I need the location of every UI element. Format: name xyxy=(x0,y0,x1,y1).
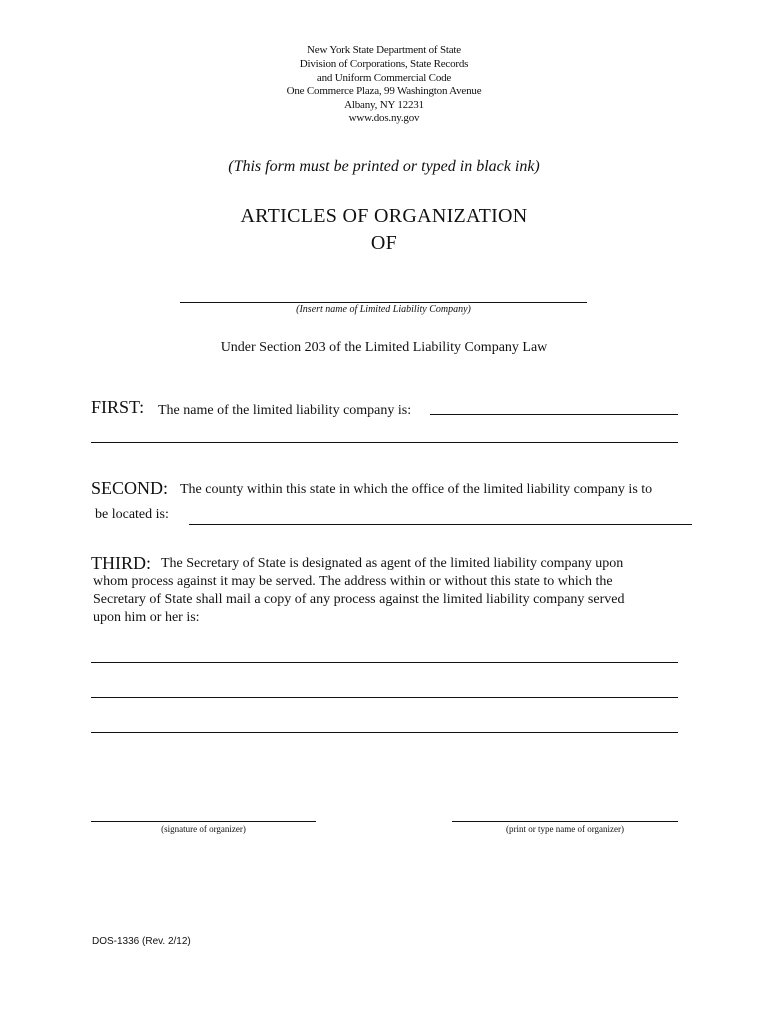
form-number: DOS-1336 (Rev. 2/12) xyxy=(92,936,191,947)
county-line[interactable] xyxy=(189,524,692,525)
form-title: ARTICLES OF ORGANIZATION xyxy=(240,205,528,227)
organizer-signature-line[interactable] xyxy=(91,821,316,822)
form-title-of: OF xyxy=(370,232,398,254)
second-text-2: be located is: xyxy=(95,507,169,522)
address-line-3[interactable] xyxy=(91,732,678,733)
third-text-4: upon him or her is: xyxy=(93,610,200,625)
header-line-ucc: and Uniform Commercial Code xyxy=(316,72,452,84)
header-line-website: www.dos.ny.gov xyxy=(348,112,420,124)
third-label: THIRD: xyxy=(91,553,151,573)
first-name-line-1[interactable] xyxy=(430,414,678,415)
first-label: FIRST: xyxy=(91,397,145,417)
llc-name-line[interactable] xyxy=(180,302,587,303)
header-line-city: Albany, NY 12231 xyxy=(344,99,424,111)
second-label: SECOND: xyxy=(91,478,169,498)
address-line-2[interactable] xyxy=(91,697,678,698)
ink-notice: (This form must be printed or typed in black ink) xyxy=(228,158,540,175)
first-text: The name of the limited liability company is: xyxy=(158,403,412,418)
organizer-name-line[interactable] xyxy=(452,821,678,822)
llc-name-caption: (Insert name of Limited Liability Company) xyxy=(296,304,471,315)
third-text-2: whom process against it may be served. The address within or without this state to which the xyxy=(93,574,613,589)
second-text-1: The county within this state in which the office of the limited liability company is to xyxy=(180,482,653,497)
third-text-1: The Secretary of State is designated as agent of the limited liability company upon xyxy=(161,556,624,571)
header-line-address: One Commerce Plaza, 99 Washington Avenue xyxy=(286,85,482,97)
header-line-division: Division of Corporations, State Records xyxy=(299,58,469,70)
first-name-line-2[interactable] xyxy=(91,442,678,443)
address-line-1[interactable] xyxy=(91,662,678,663)
organizer-signature-caption: (signature of organizer) xyxy=(161,824,246,834)
third-text-3: Secretary of State shall mail a copy of any process against the limited liability company served xyxy=(93,592,625,607)
organizer-name-caption: (print or type name of organizer) xyxy=(505,824,625,834)
statute-reference: Under Section 203 of the Limited Liability Company Law xyxy=(220,340,548,355)
header-line-agency: New York State Department of State xyxy=(307,44,461,56)
